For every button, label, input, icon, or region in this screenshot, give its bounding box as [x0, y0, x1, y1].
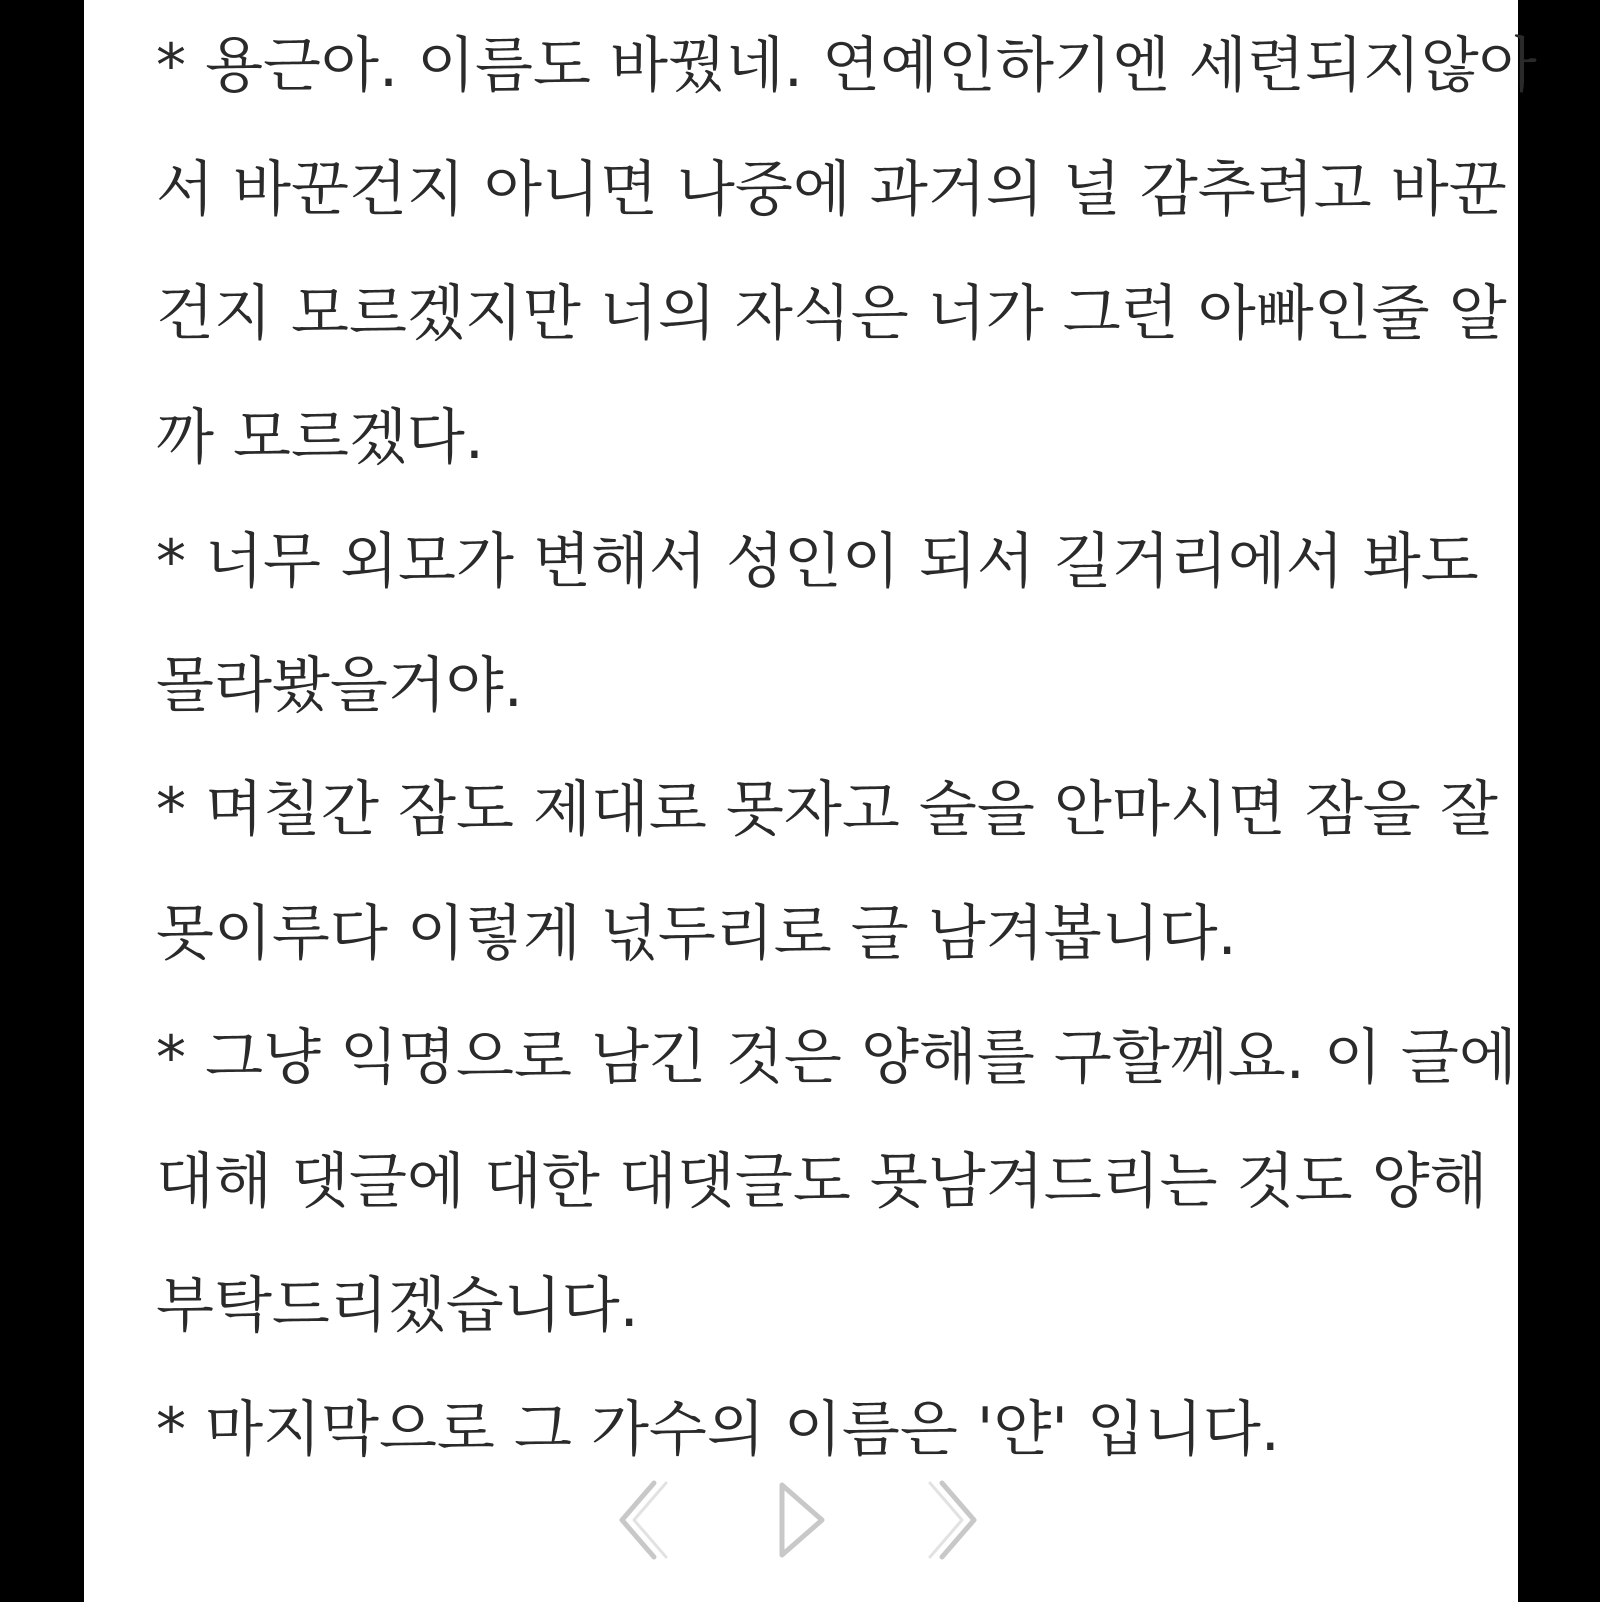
post-line: 건지 모르겠지만 너의 자식은 너가 그런 아빠인줄 알: [156, 279, 1507, 349]
play-button[interactable]: [772, 1475, 832, 1565]
post-line: * 마지막으로 그 가수의 이름은 '얀' 입니다.: [156, 1395, 1280, 1465]
post-line: 부탁드리겠습니다.: [156, 1271, 639, 1341]
post-line: 못이루다 이렇게 넋두리로 글 남겨봅니다.: [156, 899, 1237, 969]
previous-button[interactable]: [614, 1475, 674, 1565]
chevron-right-icon: [922, 1475, 982, 1565]
post-line: * 너무 외모가 변해서 성인이 되서 길거리에서 봐도: [156, 527, 1479, 597]
post-line: 대해 댓글에 대한 대댓글도 못남겨드리는 것도 양해: [156, 1147, 1488, 1217]
post-line: * 며칠간 잠도 제대로 못자고 술을 안마시면 잠을 잘: [156, 775, 1498, 845]
chevron-left-icon: [614, 1475, 674, 1565]
play-icon: [772, 1475, 832, 1565]
post-line: * 용근아. 이름도 바꿨네. 연예인하기엔 세련되지않아: [156, 31, 1537, 101]
viewer-controls: [84, 1475, 1518, 1565]
post-page: [84, 0, 1537, 1602]
post-line: 까 모르겠다.: [156, 403, 484, 473]
next-button[interactable]: [922, 1475, 982, 1565]
post-line: * 그냥 익명으로 남긴 것은 양해를 구할께요. 이 글에: [156, 1023, 1517, 1093]
post-line: 서 바꾼건지 아니면 나중에 과거의 널 감추려고 바꾼: [156, 155, 1507, 225]
post-line: 몰라봤을거야.: [156, 651, 523, 721]
